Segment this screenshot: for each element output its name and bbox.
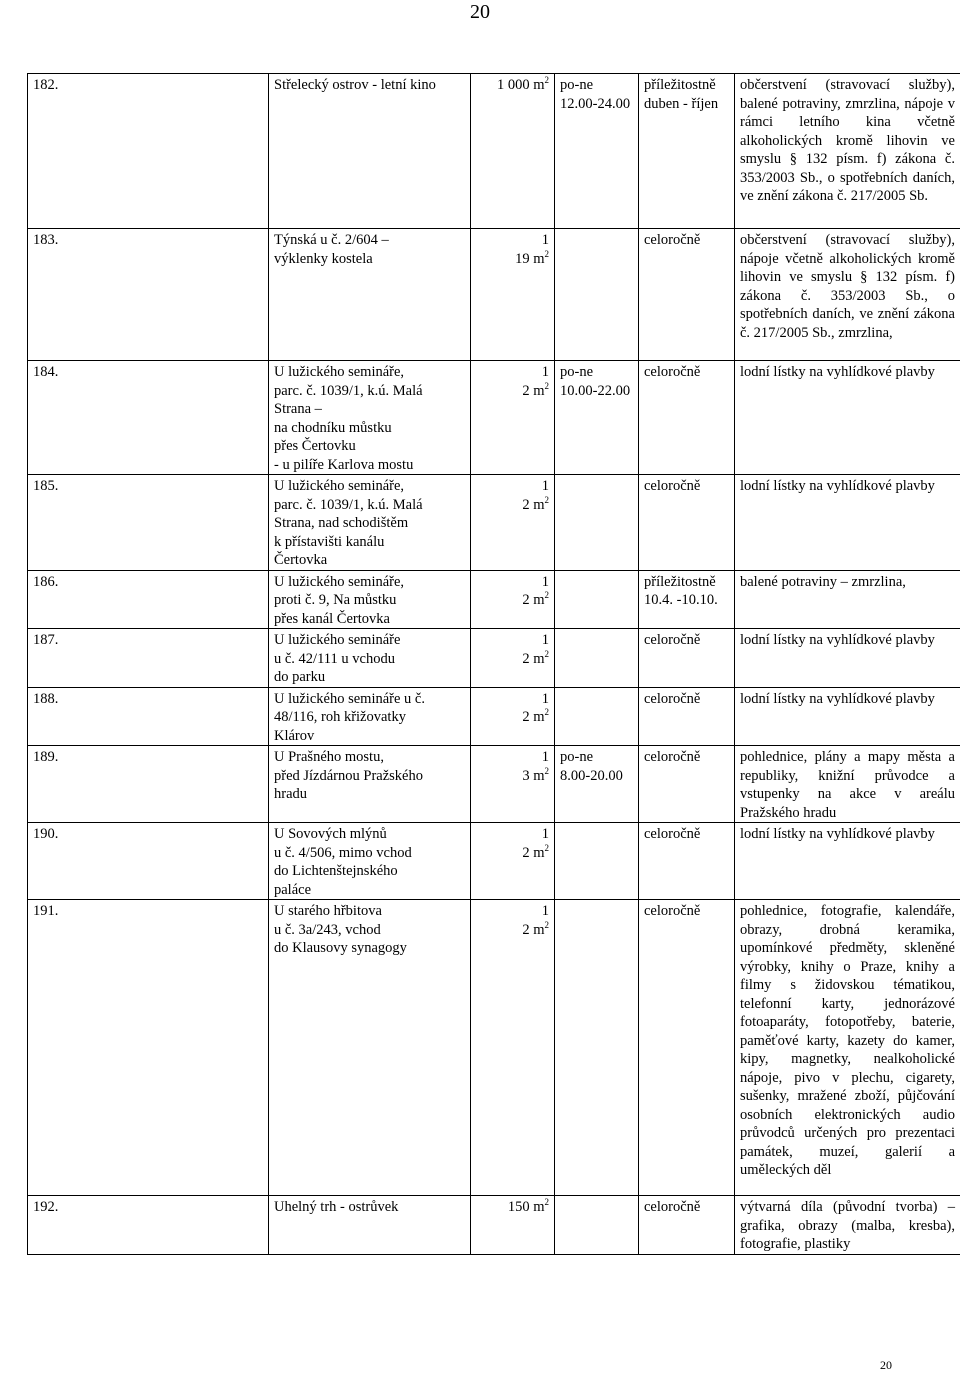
- goods-text: lodní lístky na vyhlídkové plavby: [740, 632, 935, 648]
- location-line: paláce: [274, 881, 312, 898]
- location-line: na chodníku můstku: [274, 419, 392, 436]
- period-cell: [639, 629, 735, 688]
- area-line: [476, 844, 549, 863]
- area-cell: [471, 361, 555, 475]
- location-line: - u pilíře Karlova mostu: [274, 456, 414, 473]
- area-cell: [471, 900, 555, 1196]
- area-line: [476, 825, 549, 844]
- area-value: 2 m: [522, 921, 545, 938]
- location-line: Strana –: [274, 401, 322, 417]
- goods-text: balené potraviny – zmrzlina,: [740, 573, 906, 590]
- period-cell: [639, 229, 735, 361]
- location-line: U lužického semináře u č.: [274, 690, 425, 707]
- location-line: výklenky kostela: [274, 250, 373, 267]
- location-cell: [269, 687, 471, 746]
- period-line: příležitostně: [644, 573, 716, 590]
- hours-cell: [555, 229, 639, 361]
- row-number: 189.: [28, 746, 269, 823]
- hours-cell: [555, 900, 639, 1196]
- row-number: 183.: [28, 229, 269, 361]
- location-line: Uhelný trh - ostrůvek: [274, 1199, 399, 1215]
- area-value: 2 m: [522, 844, 545, 861]
- location-line: hradu: [274, 786, 308, 802]
- goods-description: [735, 570, 960, 629]
- area-value: 1: [541, 364, 549, 380]
- location-line: U lužického semináře,: [274, 478, 405, 494]
- goods-text: lodní lístky na vyhlídkové plavby: [740, 826, 935, 842]
- permit-table: [27, 73, 960, 1255]
- area-line: [476, 650, 549, 669]
- goods-description: [735, 746, 960, 823]
- hours-cell: [555, 74, 639, 229]
- period-line: celoročně: [644, 690, 701, 707]
- area-value: 1: [541, 903, 549, 919]
- row-number: 184.: [28, 361, 269, 475]
- location-cell: [269, 1196, 471, 1255]
- area-cell: [471, 823, 555, 900]
- period-cell: [639, 570, 735, 629]
- area-value: 1: [541, 232, 549, 248]
- goods-text: pohlednice, fotografie, kalendáře, obrazy, drobná keramika, upomínkové předměty, skleněné výrobky, knihy o Praze, knihy a filmy s židovskou tématikou, telefonní karty, jednorázové fotoaparáty, fotopotřeby, baterie, paměťové karty, kazety do kamer, kipy, magnetky, nealkoholické nápoje, pivo v plechu, cigarety, sušenky, mražené zboží, půjčování osobních elektronických audio průvodců určených pro prezentaci památek, muzeí, galerií a uměleckých děl: [740, 903, 955, 1178]
- area-value: 19 m: [515, 250, 545, 267]
- location-cell: [269, 570, 471, 629]
- area-line: [476, 767, 549, 786]
- location-line: proti č. 9, Na můstku: [274, 592, 397, 608]
- area-unit-superscript: 2: [544, 248, 549, 259]
- location-line: Strana, nad schodištěm: [274, 515, 409, 531]
- area-value: 150 m: [507, 1199, 545, 1215]
- location-line: k přístavišti kanálu: [274, 533, 385, 550]
- area-unit-superscript: 2: [544, 765, 549, 776]
- location-line: u č. 4/506, mimo vchod: [274, 844, 412, 861]
- location-cell: [269, 475, 471, 571]
- period-cell: [639, 475, 735, 571]
- location-line: U lužického semináře: [274, 632, 401, 648]
- location-line: přes kanál Čertovka: [274, 610, 390, 627]
- area-line: [476, 496, 549, 515]
- area-line: [476, 76, 549, 95]
- table-row: [28, 687, 960, 746]
- table-row: [28, 229, 960, 361]
- location-line: U lužického semináře,: [274, 364, 405, 380]
- period-cell: [639, 1196, 735, 1255]
- hours-cell: [555, 1196, 639, 1255]
- hours-line: po-ne: [560, 77, 594, 93]
- area-cell: [471, 1196, 555, 1255]
- row-number: 188.: [28, 687, 269, 746]
- area-unit-superscript: 2: [544, 648, 549, 659]
- location-line: Týnská u č. 2/604 –: [274, 232, 389, 248]
- row-number: 187.: [28, 629, 269, 688]
- location-line: do parku: [274, 669, 326, 685]
- area-unit-superscript: 2: [544, 590, 549, 600]
- goods-description: [735, 74, 960, 229]
- area-line: [476, 708, 549, 727]
- goods-description: [735, 900, 960, 1196]
- row-number: 192.: [28, 1196, 269, 1255]
- area-value: 1: [541, 826, 549, 842]
- area-unit-superscript: 2: [544, 75, 549, 85]
- hours-line: 8.00-20.00: [560, 767, 623, 784]
- period-cell: [639, 361, 735, 475]
- hours-cell: [555, 823, 639, 900]
- location-line: do Lichtenštejnského: [274, 863, 398, 879]
- goods-text: pohlednice, plány a mapy města a republiky, knižní průvodce a vstupenky na akce v areálu Pražského hradu: [740, 749, 955, 821]
- area-unit-superscript: 2: [544, 707, 549, 717]
- period-line: celoročně: [644, 478, 701, 494]
- row-number: 190.: [28, 823, 269, 900]
- area-line: [476, 477, 549, 496]
- area-value: 2 m: [522, 382, 545, 399]
- location-line: u č. 3a/243, vchod: [274, 921, 381, 938]
- goods-description: [735, 475, 960, 571]
- hours-cell: [555, 687, 639, 746]
- period-line: celoročně: [644, 364, 701, 380]
- area-line: [476, 363, 549, 382]
- location-line: U Prašného mostu,: [274, 749, 384, 765]
- area-line: [476, 690, 549, 709]
- area-line: [476, 921, 549, 940]
- location-line: Klárov: [274, 727, 315, 744]
- area-line: [476, 382, 549, 401]
- area-line: [476, 902, 549, 921]
- area-cell: [471, 687, 555, 746]
- hours-line: po-ne: [560, 749, 594, 765]
- goods-text: výtvarná díla (původní tvorba) – grafika, obrazy (malba, kresba), fotografie, plastiky: [740, 1199, 955, 1252]
- goods-description: [735, 823, 960, 900]
- area-unit-superscript: 2: [544, 1197, 549, 1207]
- area-line: [476, 250, 549, 269]
- location-line: 48/116, roh křižovatky: [274, 709, 406, 725]
- area-cell: [471, 746, 555, 823]
- area-line: [476, 631, 549, 650]
- location-line: před Jízdárnou Pražského: [274, 767, 423, 784]
- hours-line: 10.00-22.00: [560, 382, 631, 399]
- area-line: [476, 591, 549, 610]
- table-row: [28, 1196, 960, 1255]
- area-value: 2 m: [522, 709, 545, 725]
- period-line: celoročně: [644, 632, 701, 648]
- area-unit-superscript: 2: [544, 919, 549, 930]
- goods-text: občerstvení (stravovací služby), balené potraviny, zmrzlina, nápoje v rámci letního kina včetně alkoholických kromě lihovin ve smyslu § 132 písm. f) zákona č. 353/2003 Sb., o spotřebních daních, ve znění zákona č. 217/2005 Sb.: [740, 77, 955, 204]
- area-cell: [471, 74, 555, 229]
- location-line: přes Čertovku: [274, 438, 356, 454]
- row-number: 185.: [28, 475, 269, 571]
- goods-description: [735, 361, 960, 475]
- period-cell: [639, 823, 735, 900]
- area-value: 2 m: [522, 496, 545, 513]
- area-value: 1 000 m: [496, 77, 545, 93]
- period-line: 10.4. -10.10.: [644, 592, 718, 608]
- area-value: 1: [541, 690, 549, 707]
- table-row: [28, 570, 960, 629]
- period-cell: [639, 74, 735, 229]
- hours-cell: [555, 361, 639, 475]
- period-line: celoročně: [644, 232, 701, 248]
- location-cell: [269, 74, 471, 229]
- area-cell: [471, 475, 555, 571]
- location-line: Čertovka: [274, 552, 328, 568]
- period-cell: [639, 746, 735, 823]
- table-row: [28, 823, 960, 900]
- area-value: 3 m: [522, 767, 545, 784]
- area-cell: [471, 570, 555, 629]
- table-row: [28, 361, 960, 475]
- row-number: 182.: [28, 74, 269, 229]
- area-line: [476, 748, 549, 767]
- table-row: [28, 746, 960, 823]
- area-cell: [471, 629, 555, 688]
- area-value: 2 m: [522, 592, 545, 608]
- hours-line: 12.00-24.00: [560, 95, 631, 112]
- page-number-bottom: 20: [880, 1358, 892, 1372]
- area-unit-superscript: 2: [544, 494, 549, 505]
- goods-description: [735, 629, 960, 688]
- location-line: do Klausovy synagogy: [274, 940, 407, 956]
- location-cell: [269, 229, 471, 361]
- area-value: 2 m: [522, 650, 545, 667]
- row-number: 186.: [28, 570, 269, 629]
- location-cell: [269, 746, 471, 823]
- location-line: parc. č. 1039/1, k.ú. Malá: [274, 382, 423, 399]
- row-number: 191.: [28, 900, 269, 1196]
- goods-description: [735, 1196, 960, 1255]
- hours-cell: [555, 746, 639, 823]
- area-unit-superscript: 2: [544, 380, 549, 391]
- area-value: 1: [541, 573, 549, 590]
- location-cell: [269, 361, 471, 475]
- period-line: celoročně: [644, 749, 701, 765]
- area-line: [476, 231, 549, 250]
- goods-description: [735, 687, 960, 746]
- goods-text: lodní lístky na vyhlídkové plavby: [740, 478, 935, 494]
- location-line: U starého hřbitova: [274, 903, 382, 919]
- period-cell: [639, 687, 735, 746]
- period-line: duben - říjen: [644, 95, 719, 112]
- location-cell: [269, 823, 471, 900]
- location-line: U Sovových mlýnů: [274, 826, 387, 842]
- goods-text: lodní lístky na vyhlídkové plavby: [740, 364, 935, 380]
- period-line: celoročně: [644, 903, 701, 919]
- goods-description: [735, 229, 960, 361]
- hours-cell: [555, 570, 639, 629]
- location-cell: [269, 629, 471, 688]
- location-line: u č. 42/111 u vchodu: [274, 650, 395, 667]
- area-line: [476, 1198, 549, 1217]
- goods-text: občerstvení (stravovací služby), nápoje včetně alkoholických kromě lihovin ve smyslu § 132 písm. f) zákona č. 353/2003 Sb., o spotřebních daních, ve znění zákona č. 217/2005 Sb., zmrzlina,: [740, 232, 955, 341]
- hours-cell: [555, 629, 639, 688]
- period-line: příležitostně: [644, 77, 716, 93]
- table-row: [28, 74, 960, 229]
- table-row: [28, 475, 960, 571]
- area-unit-superscript: 2: [544, 842, 549, 853]
- location-cell: [269, 900, 471, 1196]
- location-line: U lužického semináře,: [274, 573, 405, 590]
- period-line: celoročně: [644, 826, 701, 842]
- location-line: Střelecký ostrov - letní kino: [274, 77, 436, 93]
- area-line: [476, 573, 549, 592]
- area-value: 1: [541, 478, 549, 494]
- area-value: 1: [541, 749, 549, 765]
- goods-text: lodní lístky na vyhlídkové plavby: [740, 690, 935, 707]
- page-number-top: 20: [470, 1, 490, 23]
- period-cell: [639, 900, 735, 1196]
- area-cell: [471, 229, 555, 361]
- hours-cell: [555, 475, 639, 571]
- period-line: celoročně: [644, 1199, 701, 1215]
- hours-line: po-ne: [560, 364, 594, 380]
- area-value: 1: [541, 632, 549, 648]
- location-line: parc. č. 1039/1, k.ú. Malá: [274, 496, 423, 513]
- table-row: [28, 629, 960, 688]
- table-row: [28, 900, 960, 1196]
